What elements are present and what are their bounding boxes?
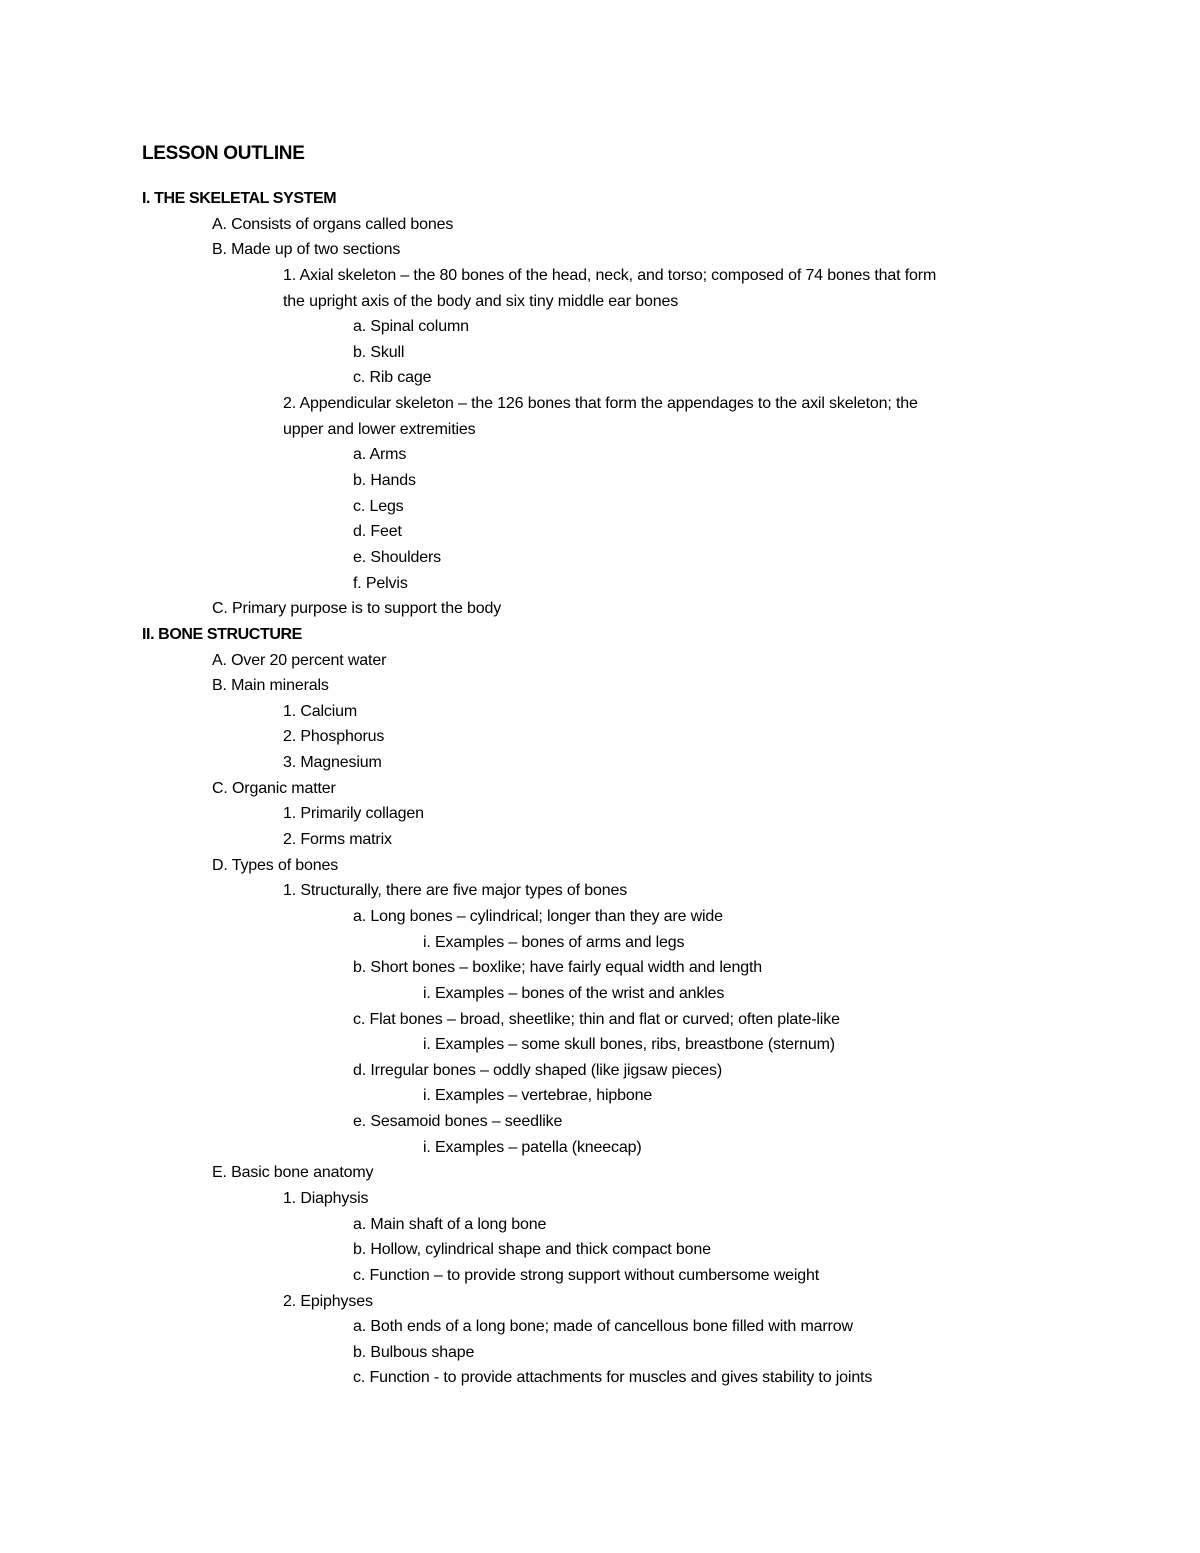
outline-item: b. Skull xyxy=(353,343,405,361)
outline-item: B. Made up of two sections xyxy=(212,241,401,259)
outline-item: 1. Axial skeleton – the 80 bones of the head, neck, and torso; composed of 74 bones that form xyxy=(283,266,937,284)
outline-item: c. Rib cage xyxy=(353,369,432,387)
outline-item: b. Bulbous shape xyxy=(353,1343,475,1361)
outline-item: upper and lower extremities xyxy=(283,420,476,438)
outline-item: i. Examples – bones of the wrist and ankles xyxy=(423,984,725,1002)
outline-item: a. Arms xyxy=(353,446,407,464)
outline-item: E. Basic bone anatomy xyxy=(212,1164,374,1182)
outline-item: d. Feet xyxy=(353,523,402,541)
outline-item: 1. Structurally, there are five major types of bones xyxy=(283,882,628,900)
outline-item: D. Types of bones xyxy=(212,856,339,874)
outline-section-heading: II. BONE STRUCTURE xyxy=(142,625,302,643)
lesson-outline xyxy=(0,186,1200,1391)
outline-item: e. Sesamoid bones – seedlike xyxy=(353,1113,563,1131)
outline-item: 1. Diaphysis xyxy=(283,1189,369,1207)
outline-item: A. Consists of organs called bones xyxy=(212,215,454,233)
outline-item: the upright axis of the body and six tiny middle ear bones xyxy=(283,292,679,310)
outline-item: 2. Appendicular skeleton – the 126 bones that form the appendages to the axil skeleton; the xyxy=(283,395,918,413)
page-title: LESSON OUTLINE xyxy=(142,143,305,164)
outline-item: A. Over 20 percent water xyxy=(212,651,387,669)
outline-item: c. Legs xyxy=(353,497,404,515)
outline-item: 2. Phosphorus xyxy=(283,728,385,746)
outline-item: f. Pelvis xyxy=(353,574,408,592)
outline-item: C. Primary purpose is to support the body xyxy=(212,600,502,618)
outline-item: 1. Primarily collagen xyxy=(283,805,424,823)
outline-item: e. Shoulders xyxy=(353,548,442,566)
outline-item: a. Both ends of a long bone; made of cancellous bone filled with marrow xyxy=(353,1318,853,1336)
outline-item: b. Hands xyxy=(353,472,416,490)
outline-item: b. Hollow, cylindrical shape and thick compact bone xyxy=(353,1241,711,1259)
outline-item: 3. Magnesium xyxy=(283,754,382,772)
outline-item: i. Examples – some skull bones, ribs, breastbone (sternum) xyxy=(423,1036,835,1054)
outline-item: 1. Calcium xyxy=(283,702,358,720)
outline-item: c. Function - to provide attachments for muscles and gives stability to joints xyxy=(353,1369,873,1387)
outline-item: i. Examples – patella (kneecap) xyxy=(423,1138,642,1156)
outline-item: a. Main shaft of a long bone xyxy=(353,1215,547,1233)
outline-item: b. Short bones – boxlike; have fairly equal width and length xyxy=(353,959,763,977)
outline-item: d. Irregular bones – oddly shaped (like jigsaw pieces) xyxy=(353,1061,722,1079)
outline-item: c. Function – to provide strong support without cumbersome weight xyxy=(353,1266,820,1284)
outline-item: i. Examples – vertebrae, hipbone xyxy=(423,1087,653,1105)
outline-item: B. Main minerals xyxy=(212,677,329,695)
outline-section-heading: I. THE SKELETAL SYSTEM xyxy=(142,190,337,207)
outline-item: 2. Epiphyses xyxy=(283,1292,373,1310)
outline-item: c. Flat bones – broad, sheetlike; thin and flat or curved; often plate-like xyxy=(353,1010,840,1028)
outline-item: 2. Forms matrix xyxy=(283,831,392,849)
outline-item: a. Long bones – cylindrical; longer than they are wide xyxy=(353,907,723,925)
outline-item: a. Spinal column xyxy=(353,318,469,336)
outline-item: C. Organic matter xyxy=(212,779,336,797)
outline-item: i. Examples – bones of arms and legs xyxy=(423,933,685,951)
